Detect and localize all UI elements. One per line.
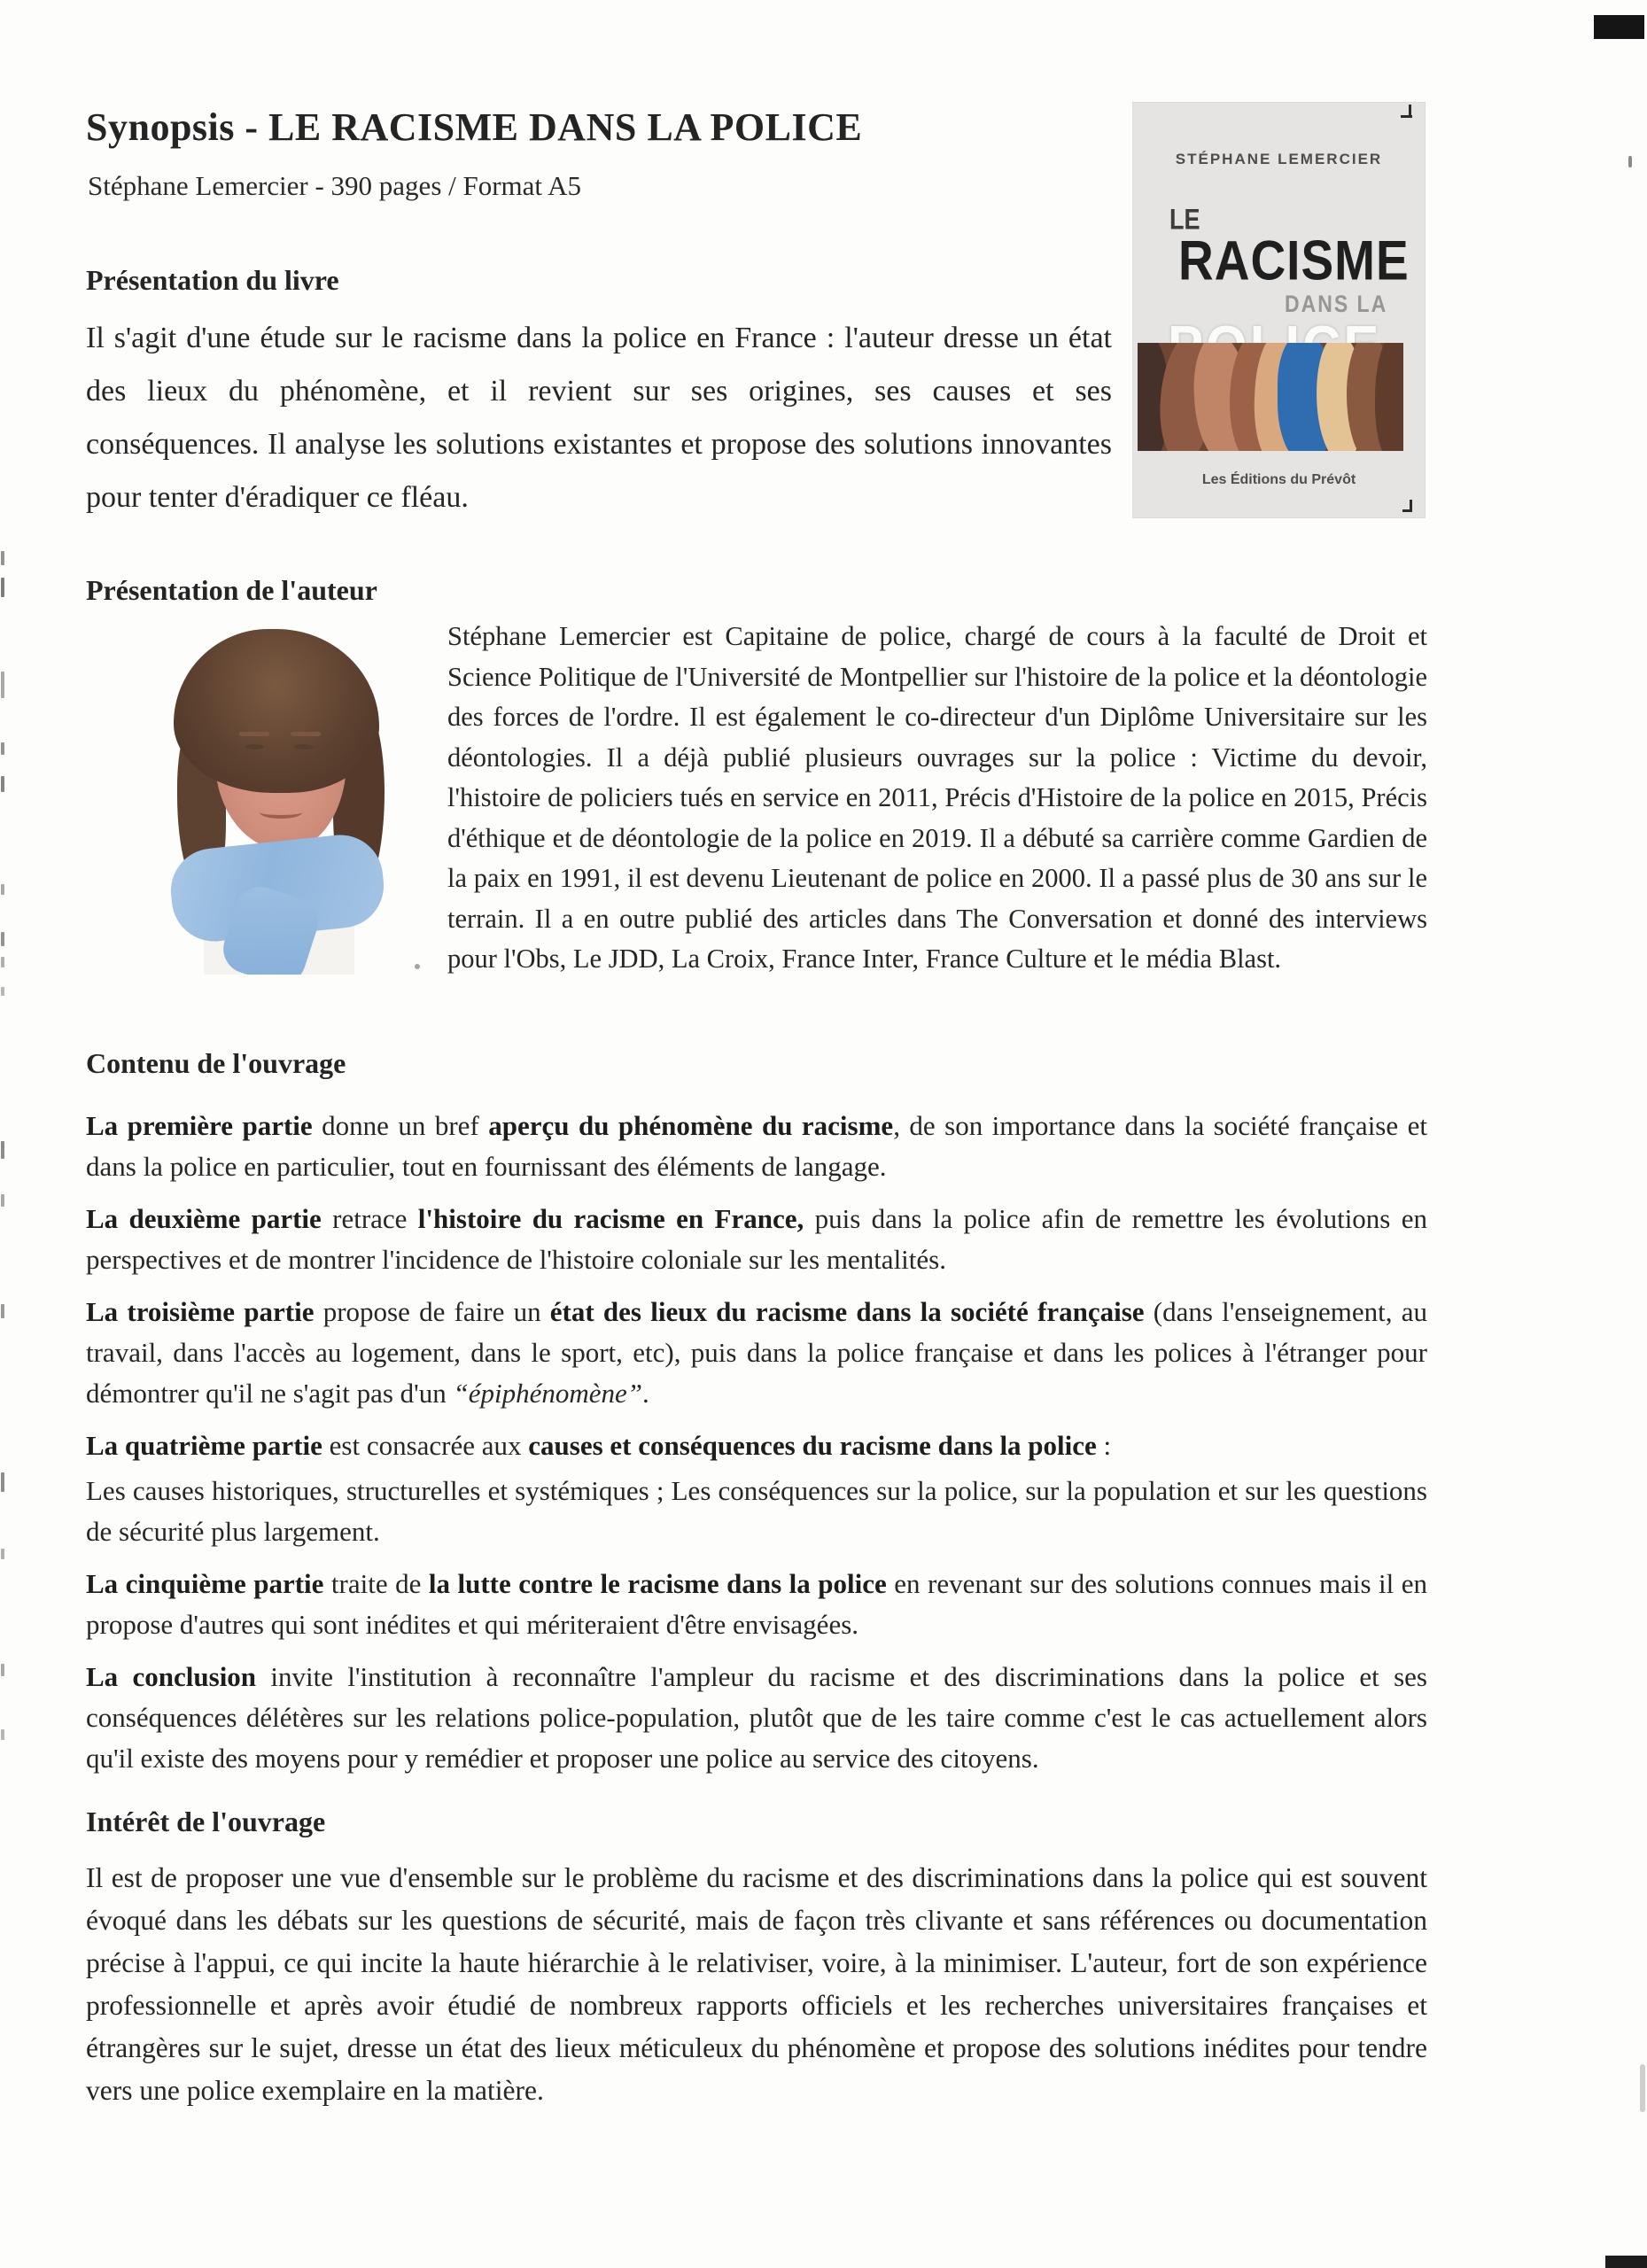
content-paragraph-6: La cinquième partie traite de la lutte contre le racisme dans la police en revenant sur des solutions connues mais il en propose d'autres qui sont inédites et qui mériteraient d'être envisagées.	[86, 1568, 1428, 1640]
cover-faces-artwork	[1138, 343, 1403, 451]
scan-artifact-tick	[1, 672, 4, 698]
scan-artifact-tick	[1, 987, 4, 996]
content-paragraphs	[86, 1106, 1427, 1790]
scan-artifact-corner-bar-top	[1594, 15, 1644, 39]
author-photo	[122, 610, 428, 975]
author-photo-hair	[174, 629, 379, 793]
scan-artifact-speck	[1628, 156, 1632, 167]
scan-artifact-tick	[1, 1664, 4, 1676]
scan-artifact-tick	[1, 578, 4, 597]
author-photo-brow	[291, 732, 321, 736]
scan-artifact-tick	[1, 1549, 4, 1559]
scan-artifact-tick	[1, 1729, 4, 1740]
face-silhouette	[1375, 343, 1403, 451]
scan-artifact-tick	[1, 776, 4, 792]
page-subtitle: Stéphane Lemercier - 390 pages / Format A5	[88, 170, 581, 201]
content-paragraph-7: La conclusion invite l'institution à reconnaître l'ampleur du racisme et des discriminations dans la police et ses conséquences délétères sur les relations police-population, plutôt que de les taire comme c'est le cas actuellement alors qu'il existe des moyens pour y remédier et proposer une police au service des citoyens.	[86, 1661, 1427, 1774]
author-photo-eye	[294, 744, 314, 750]
section-heading-interet: Intérêt de l'ouvrage	[86, 1806, 326, 1837]
cover-author-name: STÉPHANE LEMERCIER	[1175, 151, 1383, 167]
cover-title-dans-la: DANS LA	[1285, 290, 1388, 317]
author-photo-eye	[245, 744, 264, 750]
paragraph-presentation-livre: Il s'agit d'une étude sur le racisme dans la police en France : l'auteur dresse un état des lieux du phénomène, et il revient sur ses origines, ses causes et ses conséquences. Il analyse les solutions existantes et propose des solutions innovantes pour tenter d'éradiquer ce fléau.	[86, 322, 1112, 514]
content-paragraph-3: La troisième partie propose de faire un état des lieux du racisme dans la société française (dans l'enseignement, au travail, dans l'accès au logement, dans le sport, etc), puis dans la police française et dans les polices à l'étranger pour démontrer qu'il ne s'agit pas d'un “épiphénomène”.	[86, 1296, 1427, 1409]
section-heading-contenu: Contenu de l'ouvrage	[86, 1047, 346, 1079]
author-photo-brow	[239, 732, 269, 736]
scan-artifact-smudge	[1640, 2064, 1645, 2112]
author-photo-mouth	[260, 806, 302, 819]
crop-mark	[1402, 509, 1412, 512]
cover-title-le: LE	[1169, 203, 1200, 236]
scan-artifact-tick	[1, 957, 4, 967]
section-heading-presentation-auteur: Présentation de l'auteur	[86, 574, 377, 606]
crop-mark	[1409, 105, 1411, 118]
content-paragraph-5: Les causes historiques, structurelles et systémiques ; Les conséquences sur la police, sur la population et sur les questions de sécurité plus largement.	[86, 1475, 1427, 1547]
scan-artifact-tick	[1, 884, 4, 895]
scan-artifact-tick	[1, 1472, 4, 1492]
cover-publisher: Les Éditions du Prévôt	[1201, 472, 1356, 487]
book-cover-image	[1132, 102, 1426, 518]
scan-artifact-tick	[1, 1141, 4, 1159]
paragraph-interet: Il est de proposer une vue d'ensemble sur le problème du racisme et des discriminations dans la police qui est souvent évoqué dans les débats sur les questions de sécurité, mais de façon très clivante et sans références ou documentation précise à l'appui, ce qui incite la haute hiérarchie à le relativiser, voire, à la minimiser. L'auteur, fort de son expérience professionnelle et après avoir étudié de nombreux rapports officiels et les recherches universitaires françaises et étrangères sur le sujet, dresse un état des lieux méticuleux du phénomène et propose des solutions inédites pour tendre vers une police exemplaire en la matière.	[86, 1862, 1427, 2106]
content-paragraph-1: La première partie donne un bref aperçu du phénomène du racisme, de son importance dans la société française et dans la police en particulier, tout en fournissant des éléments de langage.	[86, 1110, 1427, 1182]
scan-artifact-dot	[415, 964, 420, 969]
scan-artifact-corner-bar-bottom	[1605, 2256, 1647, 2268]
cover-title-racisme: RACISME	[1178, 229, 1410, 292]
scan-artifact-tick	[1, 551, 4, 565]
scan-artifact-tick	[1, 1194, 4, 1207]
page-title: Synopsis - LE RACISME DANS LA POLICE	[86, 105, 863, 149]
section-heading-presentation-livre: Présentation du livre	[86, 264, 339, 296]
content-paragraph-2: La deuxième partie retrace l'histoire du racisme en France, puis dans la police afin de remettre les évolutions en perspectives et de montrer l'incidence de l'histoire coloniale sur les mentalités.	[86, 1203, 1427, 1275]
paragraph-author-bio: Stéphane Lemercier est Capitaine de police, chargé de cours à la faculté de Droit et Science Politique de l'Université de Montpellier sur l'histoire de la police et la déontologie des forces de l'ordre. Il est également le co-directeur d'un Diplôme Universitaire sur les déontologies. Il a déjà publié plusieurs ouvrages sur la police : Victime du devoir, l'histoire de policiers tués en service en 2011, Précis d'Histoire de la police en 2015, Précis d'éthique et de déontologie de la police en 2019. Il a débuté sa carrière comme Gardien de la paix en 1991, il est devenu Lieutenant de police en 2000. Il a passé plus de 30 ans sur le terrain. Il a en outre publié des articles dans The Conversation et donné des interviews pour l'Obs, Le JDD, La Croix, France Inter, France Culture et le média Blast.	[447, 621, 1427, 974]
scan-artifact-tick	[1, 742, 4, 755]
content-paragraph-4: La quatrième partie est consacrée aux causes et conséquences du racisme dans la police :	[86, 1430, 1112, 1461]
scan-artifact-tick	[1, 1304, 4, 1318]
scan-artifact-tick	[1, 932, 4, 946]
